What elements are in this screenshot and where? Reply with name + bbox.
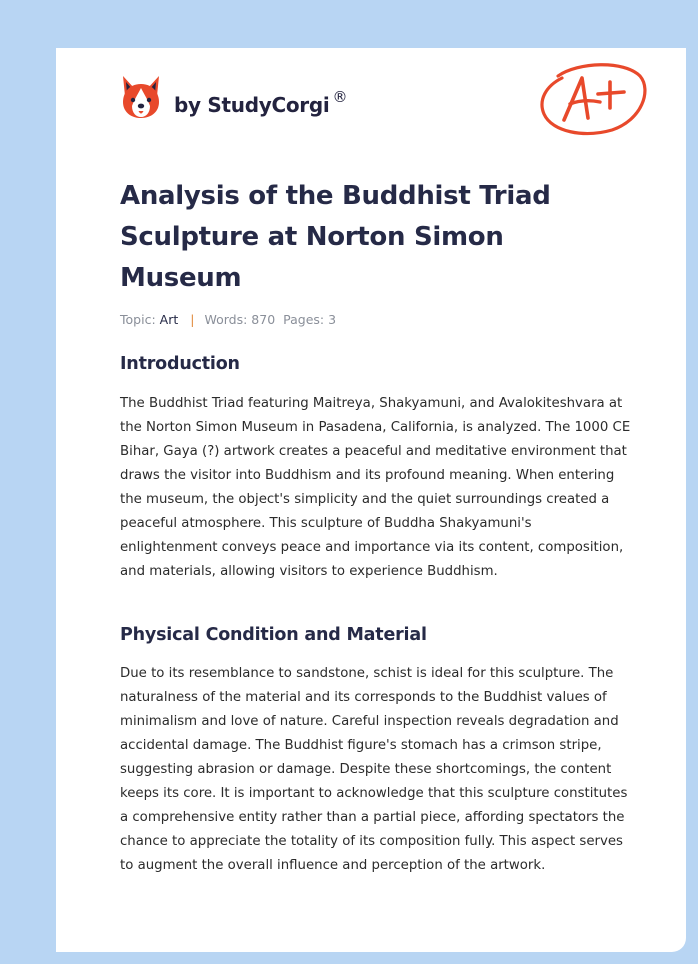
document-meta [120,312,336,327]
section-heading-physical-condition: Physical Condition and Material [120,625,427,645]
section-heading-introduction: Introduction [120,354,240,374]
brand-name: by StudyCorgi ® [174,87,348,117]
document-page [56,48,686,952]
corgi-icon [120,74,162,120]
brand-logo[interactable] [120,74,347,120]
page-count: Pages: 3 [283,312,337,327]
topic-link[interactable]: Art [159,312,179,327]
section-body-physical-condition: Due to its resemblance to sandstone, schist is ideal for this sculpture. The naturalness of the material and its corresponds to the Buddhist values of minimalism and love of nature. Careful inspection reveals degradation and accidental damage. The Buddhist figure's stomach has a crimson stripe, suggesting abrasion or damage. Despite these shortcomings, the content keeps its core. It is important to acknowledge that this sculpture constitutes a comprehensive entity rather than a partial piece, affording spectators the chance to appreciate the totality of its composition fully. This aspect serves to augment the overall influence and perception of the artwork. [120,666,628,873]
meta-separator: | [190,312,195,327]
grade-badge-a-plus [538,58,650,140]
section-body-introduction: The Buddhist Triad featuring Maitreya, Shakyamuni, and Avalokiteshvara at the Norton Simon Museum in Pasadena, California, is analyzed. The 1000 CE Bihar, Gaya (?) artwork creates a peaceful and meditative environment that draws the visitor into Buddhism and its profound meaning. When entering the museum, the object's simplicity and the quiet surroundings created a peaceful atmosphere. This sculpture of Buddha Shakyamuni's enlightenment conveys peace and importance via its content, composition, and materials, allowing visitors to experience Buddhism. [120,396,631,579]
registered-mark: ® [332,87,348,106]
document-title: Analysis of the Buddhist Triad Sculpture at Norton Simon Museum [120,181,551,293]
topic-label: Topic: [120,312,156,327]
word-count: Words: 870 [204,312,276,327]
